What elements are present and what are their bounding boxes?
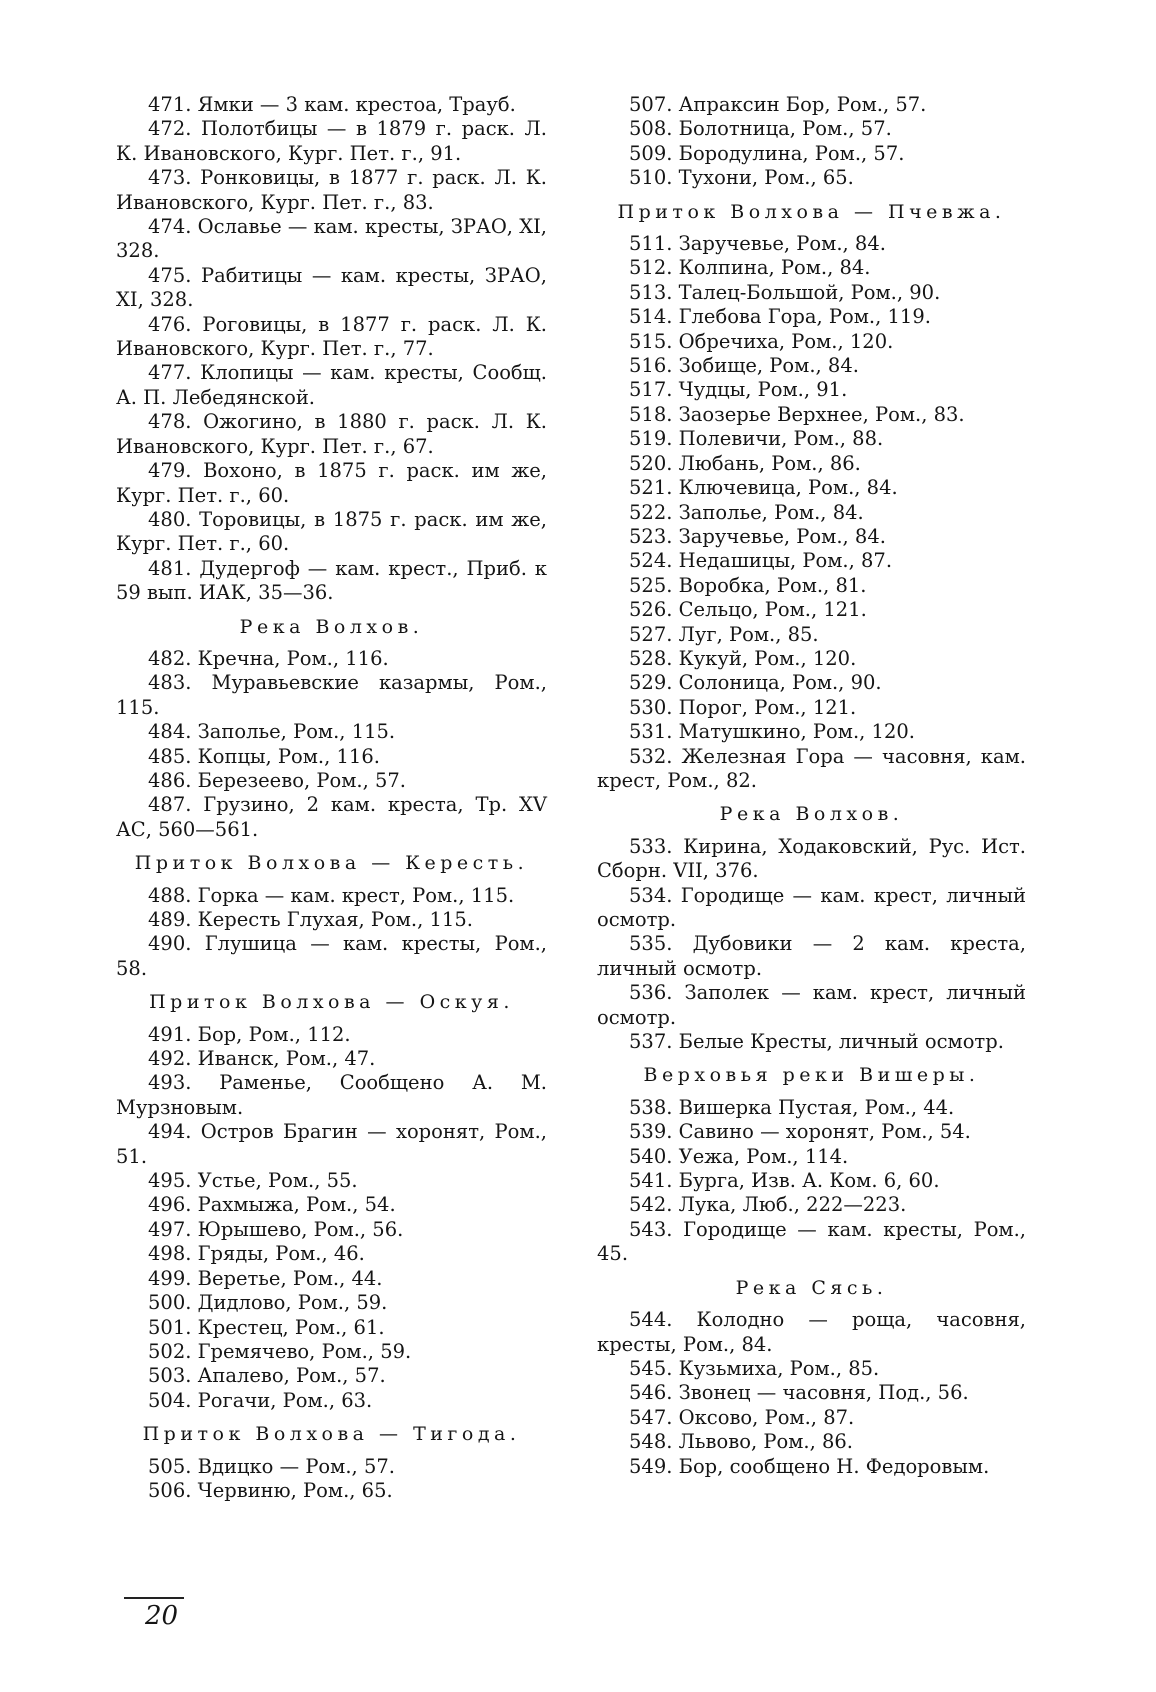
catalog-entry: 518. Заозерье Верхнее, Ром., 83. [629,402,965,426]
catalog-entry: 499. Веретье, Ром., 44. [148,1266,383,1290]
catalog-entry: 516. Зобище, Ром., 84. [629,354,859,378]
catalog-entry: 508. Болотница, Ром., 57. [629,117,892,141]
catalog-entry: 527. Луг, Ром., 85. [629,622,819,646]
catalog-entry: 515. Обречиха, Ром., 120. [629,329,894,353]
page-number: 20 [145,1601,179,1631]
catalog-entry: 481. Дудергоф — кам. крест., Приб. к 59 вып. ИАК, 35—36. [116,556,547,605]
catalog-entry: 494. Остров Брагин — хоронят, Ром., 51. [116,1120,547,1168]
catalog-entry: 517. Чудцы, Ром., 91. [629,378,848,402]
catalog-entry: 505. Вдицко — Ром., 57. [148,1454,395,1478]
catalog-entry: 477. Клопицы — кам. кресты, Сообщ. А. П. Лебедянской. [116,361,547,409]
catalog-entry: 528. Кукуй, Ром., 120. [629,646,857,670]
catalog-entry: 509. Бородулина, Ром., 57. [629,141,905,165]
catalog-entry: 483. Муравьевские казармы, Ром., 115. [116,671,547,719]
catalog-entry: 547. Оксово, Ром., 87. [629,1405,855,1429]
section-heading: Приток Волхова — Оскуя. [149,991,514,1014]
catalog-entry: 520. Любань, Ром., 86. [629,451,861,475]
catalog-entry: 482. Кречна, Ром., 116. [148,646,389,670]
catalog-entry: 497. Юрышево, Ром., 56. [148,1217,404,1241]
catalog-entry: 549. Бор, сообщено Н. Федоровым. [629,1454,990,1478]
page-number-rule [124,1597,184,1599]
catalog-entry: 534. Городище — кам. крест, личный осмотр. [597,883,1026,931]
catalog-entry: 487. Грузино, 2 кам. креста, Тр. XV АС, 560—561. [116,793,547,841]
catalog-entry: 479. Вохоно, в 1875 г. раск. им же, Кург. Пет. г., 60. [116,459,547,507]
catalog-entry: 521. Ключевица, Ром., 84. [629,476,898,500]
catalog-entry: 480. Торовицы, в 1875 г. раск. им же, Кург. Пет. г., 60. [116,507,547,556]
catalog-entry: 544. Колодно — роща, часовня, кресты, Ром., 84. [597,1308,1026,1356]
section-heading: Река Волхов. [239,615,424,638]
catalog-entry: 546. Звонец — часовня, Под., 56. [629,1381,969,1405]
catalog-entry: 529. Солоница, Ром., 90. [629,671,882,695]
catalog-entry: 538. Вишерка Пустая, Ром., 44. [629,1095,955,1119]
section-heading: Приток Волхова — Кересть. [134,852,529,875]
catalog-entry: 519. Полевичи, Ром., 88. [629,427,884,451]
section-heading: Приток Волхова — Пчевжа. [617,200,1006,223]
catalog-entry: 473. Ронковицы, в 1877 г. раск. Л. К. Ивановского, Кург. Пет. г., 83. [116,166,547,214]
catalog-entry: 486. Березеево, Ром., 57. [148,768,406,792]
catalog-entry: 510. Тухони, Ром., 65. [629,166,854,190]
catalog-entry: 472. Полотбицы — в 1879 г. раск. Л. К. Ивановского, Кург. Пет. г., 91. [116,117,547,165]
catalog-entry: 488. Горка — кам. крест, Ром., 115. [148,883,515,907]
catalog-entry: 531. Матушкино, Ром., 120. [629,720,915,744]
catalog-entry: 492. Иванск, Ром., 47. [148,1047,376,1071]
catalog-entry: 493. Раменье, Сообщено А. М. Мурзновым. [116,1071,547,1119]
catalog-entry: 498. Гряды, Ром., 46. [148,1242,365,1266]
catalog-entry: 513. Талец-Большой, Ром., 90. [629,280,941,304]
section-heading: Приток Волхова — Тигода. [142,1423,521,1446]
catalog-entry: 490. Глушица — кам. кресты, Ром., 58. [116,932,547,980]
catalog-entry: 526. Сельцо, Ром., 121. [629,598,867,622]
catalog-entry: 502. Гремячево, Ром., 59. [148,1339,412,1363]
catalog-entry: 536. Заполек — кам. крест, личный осмотр. [597,981,1026,1029]
catalog-entry: 496. Рахмыжа, Ром., 54. [148,1193,396,1217]
catalog-entry: 476. Роговицы, в 1877 г. раск. Л. К. Ивановского, Кург. Пет. г., 77. [116,312,547,361]
catalog-entry: 537. Белые Кресты, личный осмотр. [629,1030,1004,1054]
catalog-entry: 523. Заручевье, Ром., 84. [629,524,886,548]
catalog-entry: 504. Рогачи, Ром., 63. [148,1388,373,1412]
catalog-entry: 525. Воробка, Ром., 81. [629,573,867,597]
catalog-entry: 506. Червиню, Ром., 65. [148,1478,393,1502]
catalog-entry: 548. Львово, Ром., 86. [629,1430,853,1454]
catalog-entry: 530. Порог, Ром., 121. [629,695,857,719]
catalog-entry: 512. Колпина, Ром., 84. [629,256,871,280]
catalog-entry: 471. Ямки — 3 кам. крестоа, Трауб. [148,93,516,116]
catalog-entry: 485. Копцы, Ром., 116. [148,744,380,768]
catalog-entry: 514. Глебова Гора, Ром., 119. [629,305,931,329]
catalog-entry: 533. Кирина, Ходаковский, Рус. Ист. Сборн. VII, 376. [597,834,1026,883]
catalog-entry: 540. Уежа, Ром., 114. [629,1144,849,1168]
catalog-entry: 524. Недашицы, Ром., 87. [629,549,893,573]
catalog-entry: 542. Лука, Люб., 222—223. [629,1193,907,1217]
catalog-entry: 495. Устье, Ром., 55. [148,1169,358,1193]
catalog-entry: 535. Дубовики — 2 кам. креста, личный осмотр. [597,932,1026,980]
catalog-entry: 541. Бурга, Изв. А. Ком. 6, 60. [629,1169,940,1193]
catalog-entry: 475. Рабитицы — кам. кресты, ЗРАО, XI, 328. [116,263,547,312]
section-heading: Река Сясь. [735,1276,888,1299]
catalog-entry: 501. Крестец, Ром., 61. [148,1315,385,1339]
catalog-entry: 503. Апалево, Ром., 57. [148,1364,386,1388]
catalog-entry: 543. Городище — кам. кресты, Ром., 45. [597,1217,1026,1266]
catalog-entry: 484. Заполье, Ром., 115. [148,720,396,744]
catalog-entry: 489. Кересть Глухая, Ром., 115. [148,908,473,931]
catalog-entry: 500. Дидлово, Ром., 59. [148,1291,388,1315]
catalog-entry: 532. Железная Гора — часовня, кам. крест, Ром., 82. [597,744,1026,792]
catalog-entry: 511. Заручевье, Ром., 84. [629,232,886,256]
catalog-entry: 545. Кузьмиха, Ром., 85. [629,1356,880,1380]
catalog-entry: 474. Ославье — кам. кресты, ЗРАО, XI, 328. [116,215,547,263]
right-column [597,93,1026,1479]
catalog-entry: 478. Ожогино, в 1880 г. раск. Л. К. Ивановского, Кург. Пет. г., 67. [116,410,547,458]
catalog-entry: 507. Апраксин Бор, Ром., 57. [629,93,927,116]
catalog-entry: 539. Савино — хоронят, Ром., 54. [629,1120,971,1144]
catalog-entry: 491. Бор, Ром., 112. [148,1022,351,1046]
left-column [116,93,547,1503]
catalog-entry: 522. Заполье, Ром., 84. [629,500,864,524]
section-heading: Верховья реки Вишеры. [643,1064,980,1087]
section-heading: Река Волхов. [719,803,904,826]
